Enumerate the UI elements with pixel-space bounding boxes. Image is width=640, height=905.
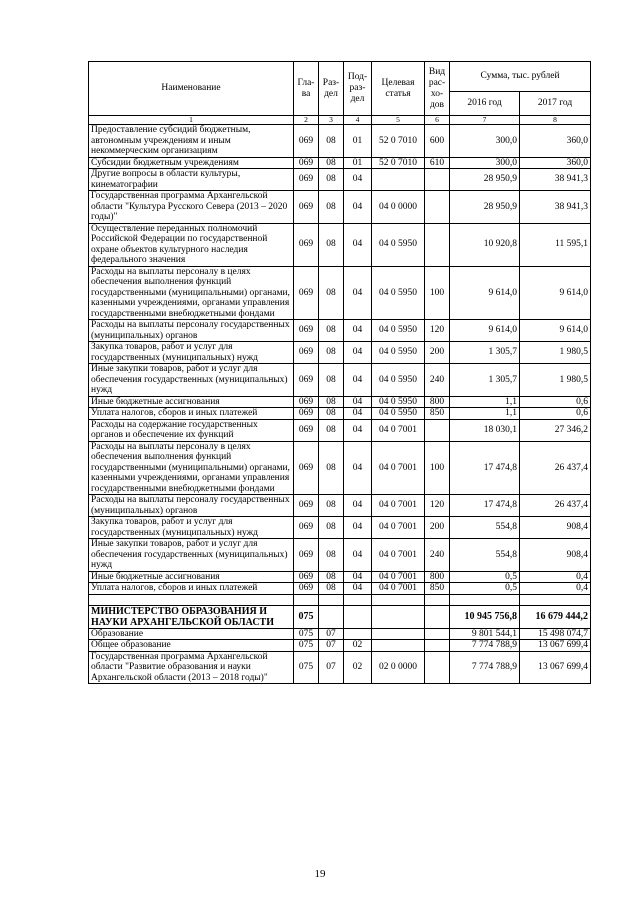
row-name: Иные бюджетные ассигнования (89, 396, 294, 408)
row-sum-2017: 15 498 074,7 (520, 628, 591, 640)
row-target-article: 04 0 7001 (372, 539, 425, 572)
row-sum-2017: 11 595,1 (520, 223, 591, 266)
row-expense-type: 240 (425, 539, 450, 572)
row-expense-type (425, 640, 450, 652)
row-target-article: 04 0 7001 (372, 517, 425, 539)
row-expense-type (425, 628, 450, 640)
row-section: 08 (319, 396, 344, 408)
row-section: 08 (319, 157, 344, 169)
row-expense-type: 800 (425, 571, 450, 583)
row-sum-2016: 17 474,8 (450, 495, 520, 517)
row-sum-2016: 7 774 788,9 (450, 651, 520, 684)
row-subsection: 04 (344, 223, 372, 266)
row-expense-type: 850 (425, 583, 450, 595)
row-expense-type: 800 (425, 396, 450, 408)
row-sum-2017: 16 679 444,2 (520, 605, 591, 628)
table-row (89, 583, 591, 595)
row-subsection: 04 (344, 320, 372, 342)
row-subsection: 04 (344, 364, 372, 397)
budget-table (88, 61, 591, 684)
empty-cell (89, 594, 294, 605)
row-section: 08 (319, 517, 344, 539)
row-section: 08 (319, 266, 344, 320)
row-chapter: 069 (294, 441, 319, 495)
row-name: Иные закупки товаров, работ и услуг для обеспечения государственных (муниципальных) нужд (89, 364, 294, 397)
row-chapter: 075 (294, 605, 319, 628)
row-sum-2017: 38 941,3 (520, 191, 591, 224)
row-subsection: 04 (344, 169, 372, 191)
table-row (89, 539, 591, 572)
row-sum-2017: 9 614,0 (520, 320, 591, 342)
header-expense-type: Вид рас- хо- дов (425, 62, 450, 116)
row-name: Расходы на выплаты персоналу в целях обеспечения выполнения функций государственными (муниципальными) органами, казенными учреждениями, органами управления государственными внебюджетными фондами (89, 441, 294, 495)
row-target-article: 04 0 7001 (372, 441, 425, 495)
row-target-article (372, 605, 425, 628)
table-row (89, 396, 591, 408)
row-section: 08 (319, 571, 344, 583)
row-target-article (372, 628, 425, 640)
row-subsection: 04 (344, 408, 372, 420)
row-name: Субсидии бюджетным учреждениям (89, 157, 294, 169)
row-sum-2016: 17 474,8 (450, 441, 520, 495)
row-section: 08 (319, 441, 344, 495)
row-sum-2016: 7 774 788,9 (450, 640, 520, 652)
row-expense-type (425, 223, 450, 266)
row-sum-2016: 554,8 (450, 539, 520, 572)
row-subsection: 04 (344, 571, 372, 583)
header-year-2016: 2016 год (450, 92, 520, 116)
row-expense-type: 850 (425, 408, 450, 420)
row-sum-2016: 9 614,0 (450, 266, 520, 320)
row-name: Иные закупки товаров, работ и услуг для обеспечения государственных (муниципальных) нужд (89, 539, 294, 572)
row-sum-2017: 1 980,5 (520, 364, 591, 397)
empty-cell (319, 594, 344, 605)
row-sum-2016: 554,8 (450, 517, 520, 539)
row-target-article: 04 0 5950 (372, 223, 425, 266)
row-name: Общее образование (89, 640, 294, 652)
table-row (89, 266, 591, 320)
row-expense-type: 120 (425, 320, 450, 342)
table-row (89, 125, 591, 158)
table-row (89, 169, 591, 191)
empty-cell (372, 594, 425, 605)
empty-cell (450, 594, 520, 605)
column-index-row (89, 116, 591, 125)
row-sum-2017: 26 437,4 (520, 495, 591, 517)
row-expense-type (425, 419, 450, 441)
header-subsection: Под- раз- дел (344, 62, 372, 116)
row-subsection: 02 (344, 651, 372, 684)
row-target-article: 04 0 5950 (372, 408, 425, 420)
table-row (89, 628, 591, 640)
row-target-article: 02 0 0000 (372, 651, 425, 684)
table-row (89, 364, 591, 397)
row-chapter: 069 (294, 320, 319, 342)
row-target-article: 04 0 5950 (372, 320, 425, 342)
row-sum-2016: 28 950,9 (450, 191, 520, 224)
row-chapter: 069 (294, 191, 319, 224)
row-section: 08 (319, 320, 344, 342)
row-name: Государственная программа Архангельской области "Развитие образования и науки Архангельской области (2013 – 2018 годы)" (89, 651, 294, 684)
row-section: 08 (319, 495, 344, 517)
row-target-article: 04 0 7001 (372, 495, 425, 517)
table-row (89, 223, 591, 266)
column-index: 2 (294, 116, 319, 125)
row-subsection (344, 605, 372, 628)
column-index: 1 (89, 116, 294, 125)
row-sum-2017: 9 614,0 (520, 266, 591, 320)
row-chapter: 069 (294, 495, 319, 517)
row-expense-type (425, 605, 450, 628)
empty-cell (520, 594, 591, 605)
row-sum-2016: 9 614,0 (450, 320, 520, 342)
row-chapter: 069 (294, 169, 319, 191)
row-section (319, 605, 344, 628)
page-number: 19 (314, 868, 326, 880)
table-row (89, 419, 591, 441)
row-name: Закупка товаров, работ и услуг для государственных (муниципальных) нужд (89, 342, 294, 364)
row-subsection: 04 (344, 266, 372, 320)
row-subsection: 01 (344, 125, 372, 158)
row-chapter: 069 (294, 396, 319, 408)
header-sum: Сумма, тыс. рублей (450, 62, 591, 92)
header-name: Наименование (89, 62, 294, 116)
row-expense-type (425, 651, 450, 684)
table-row (89, 342, 591, 364)
row-section: 08 (319, 125, 344, 158)
column-index: 5 (372, 116, 425, 125)
column-index: 7 (450, 116, 520, 125)
row-sum-2017: 1 980,5 (520, 342, 591, 364)
row-target-article: 04 0 0000 (372, 191, 425, 224)
table-row (89, 651, 591, 684)
row-expense-type: 120 (425, 495, 450, 517)
row-sum-2016: 10 945 756,8 (450, 605, 520, 628)
row-sum-2016: 1 305,7 (450, 342, 520, 364)
row-sum-2016: 10 920,8 (450, 223, 520, 266)
row-expense-type: 600 (425, 125, 450, 158)
table-body (89, 125, 591, 684)
table-row (89, 191, 591, 224)
header-section: Раз- дел (319, 62, 344, 116)
row-expense-type: 610 (425, 157, 450, 169)
row-subsection: 04 (344, 495, 372, 517)
row-chapter: 069 (294, 583, 319, 595)
row-name: Закупка товаров, работ и услуг для государственных (муниципальных) нужд (89, 517, 294, 539)
empty-cell (425, 594, 450, 605)
row-name: Государственная программа Архангельской области "Культура Русского Севера (2013 – 2020 годы)" (89, 191, 294, 224)
row-chapter: 075 (294, 651, 319, 684)
row-target-article: 52 0 7010 (372, 157, 425, 169)
row-target-article (372, 169, 425, 191)
header-chapter: Гла- ва (294, 62, 319, 116)
row-section: 08 (319, 539, 344, 572)
row-subsection: 04 (344, 396, 372, 408)
table-row (89, 441, 591, 495)
table-row (89, 408, 591, 420)
row-chapter: 069 (294, 364, 319, 397)
row-subsection (344, 628, 372, 640)
row-name: Другие вопросы в области культуры, кинематографии (89, 169, 294, 191)
row-chapter: 069 (294, 266, 319, 320)
row-name: Уплата налогов, сборов и иных платежей (89, 583, 294, 595)
row-sum-2017: 38 941,3 (520, 169, 591, 191)
row-expense-type: 100 (425, 266, 450, 320)
row-target-article: 04 0 7001 (372, 571, 425, 583)
row-subsection: 02 (344, 640, 372, 652)
row-chapter: 069 (294, 342, 319, 364)
row-chapter: 069 (294, 408, 319, 420)
row-section: 08 (319, 408, 344, 420)
row-name: Осуществление переданных полномочий Российской Федерации по государственной охране объектов культурного наследия федерального значения (89, 223, 294, 266)
row-chapter: 069 (294, 571, 319, 583)
row-sum-2016: 18 030,1 (450, 419, 520, 441)
row-name: Иные бюджетные ассигнования (89, 571, 294, 583)
table-row (89, 640, 591, 652)
row-expense-type (425, 169, 450, 191)
row-section: 07 (319, 640, 344, 652)
row-sum-2017: 0,4 (520, 571, 591, 583)
row-name: Расходы на выплаты персоналу государственных (муниципальных) органов (89, 495, 294, 517)
row-sum-2016: 9 801 544,1 (450, 628, 520, 640)
row-sum-2016: 300,0 (450, 157, 520, 169)
row-sum-2017: 908,4 (520, 539, 591, 572)
row-target-article: 04 0 5950 (372, 342, 425, 364)
empty-cell (344, 594, 372, 605)
row-chapter: 069 (294, 125, 319, 158)
table-row (89, 571, 591, 583)
row-sum-2016: 1,1 (450, 396, 520, 408)
table-row (89, 517, 591, 539)
empty-cell (294, 594, 319, 605)
row-name: Образование (89, 628, 294, 640)
row-section: 08 (319, 364, 344, 397)
row-sum-2017: 13 067 699,4 (520, 640, 591, 652)
row-chapter: 069 (294, 157, 319, 169)
table-row (89, 495, 591, 517)
row-target-article: 04 0 5950 (372, 266, 425, 320)
row-chapter: 069 (294, 517, 319, 539)
row-subsection: 01 (344, 157, 372, 169)
row-subsection: 04 (344, 441, 372, 495)
row-sum-2017: 0,6 (520, 396, 591, 408)
row-section: 08 (319, 342, 344, 364)
row-sum-2016: 0,5 (450, 583, 520, 595)
row-chapter: 075 (294, 628, 319, 640)
row-target-article: 04 0 7001 (372, 583, 425, 595)
row-subsection: 04 (344, 517, 372, 539)
header-year-2017: 2017 год (520, 92, 591, 116)
row-target-article: 04 0 5950 (372, 364, 425, 397)
column-index: 3 (319, 116, 344, 125)
header-target: Целевая статья (372, 62, 425, 116)
column-index: 6 (425, 116, 450, 125)
row-sum-2016: 1,1 (450, 408, 520, 420)
row-sum-2017: 0,6 (520, 408, 591, 420)
row-expense-type: 100 (425, 441, 450, 495)
row-target-article: 52 0 7010 (372, 125, 425, 158)
row-target-article (372, 640, 425, 652)
row-section: 07 (319, 628, 344, 640)
row-sum-2017: 360,0 (520, 157, 591, 169)
row-subsection: 04 (344, 191, 372, 224)
row-sum-2017: 27 346,2 (520, 419, 591, 441)
row-section: 08 (319, 169, 344, 191)
row-target-article: 04 0 7001 (372, 419, 425, 441)
row-name: Расходы на содержание государственных органов и обеспечение их функций (89, 419, 294, 441)
row-expense-type: 240 (425, 364, 450, 397)
row-name: Уплата налогов, сборов и иных платежей (89, 408, 294, 420)
table-row (89, 594, 591, 605)
table-row (89, 157, 591, 169)
row-expense-type: 200 (425, 342, 450, 364)
row-section: 08 (319, 583, 344, 595)
row-section: 08 (319, 223, 344, 266)
row-section: 08 (319, 419, 344, 441)
row-chapter: 069 (294, 419, 319, 441)
row-subsection: 04 (344, 583, 372, 595)
row-subsection: 04 (344, 539, 372, 572)
row-sum-2017: 360,0 (520, 125, 591, 158)
row-name: Расходы на выплаты персоналу в целях обеспечения выполнения функций государственными (муниципальными) органами, казенными учреждениями, органами управления государственными внебюджетными фондами (89, 266, 294, 320)
row-name: Предоставление субсидий бюджетным, автономным учреждениям и иным некоммерческим организациям (89, 125, 294, 158)
row-chapter: 069 (294, 539, 319, 572)
row-section: 07 (319, 651, 344, 684)
row-sum-2017: 0,4 (520, 583, 591, 595)
row-sum-2016: 0,5 (450, 571, 520, 583)
table-row (89, 320, 591, 342)
row-target-article: 04 0 5950 (372, 396, 425, 408)
row-subsection: 04 (344, 342, 372, 364)
row-sum-2016: 28 950,9 (450, 169, 520, 191)
table-row (89, 605, 591, 628)
row-chapter: 069 (294, 223, 319, 266)
row-expense-type (425, 191, 450, 224)
row-sum-2017: 908,4 (520, 517, 591, 539)
column-index: 8 (520, 116, 591, 125)
row-name: Расходы на выплаты персоналу государственных (муниципальных) органов (89, 320, 294, 342)
row-chapter: 075 (294, 640, 319, 652)
row-sum-2016: 1 305,7 (450, 364, 520, 397)
row-sum-2016: 300,0 (450, 125, 520, 158)
row-name: МИНИСТЕРСТВО ОБРАЗОВАНИЯ И НАУКИ АРХАНГЕЛЬСКОЙ ОБЛАСТИ (89, 605, 294, 628)
column-index: 4 (344, 116, 372, 125)
row-section: 08 (319, 191, 344, 224)
row-sum-2017: 26 437,4 (520, 441, 591, 495)
row-subsection: 04 (344, 419, 372, 441)
row-expense-type: 200 (425, 517, 450, 539)
row-sum-2017: 13 067 699,4 (520, 651, 591, 684)
